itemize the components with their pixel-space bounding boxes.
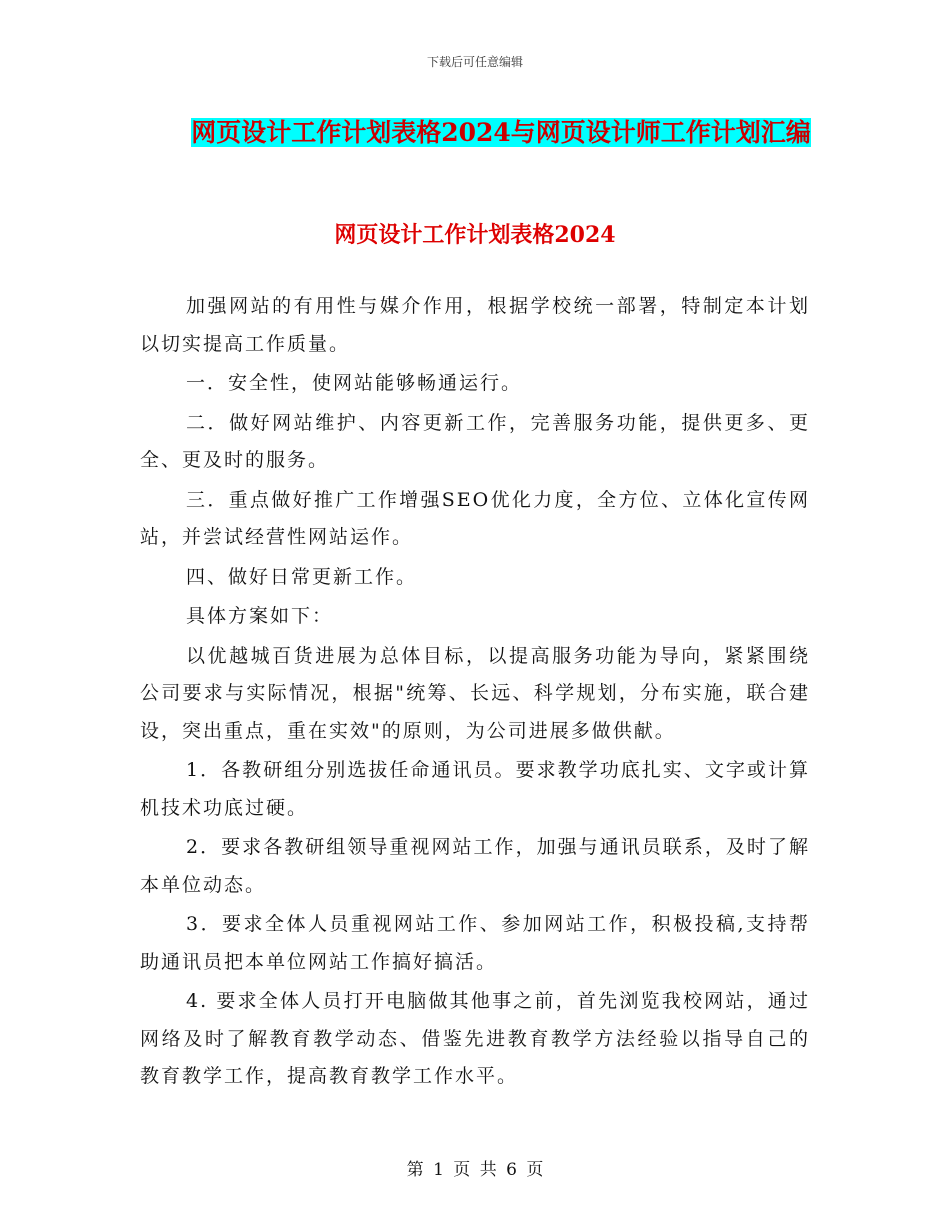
section-title: 网页设计工作计划表格2024 [334,222,616,248]
page-header-note: 下载后可任意编辑 [426,55,523,69]
document-title-text: 网页设计工作计划表格2024与网页设计师工作计划汇编 [191,118,811,147]
paragraph: 4. 要求全体人员打开电脑做其他事之前，首先浏览我校网站，通过网络及时了解教育教学动态、借鉴先进教育教学方法经验以指导自己的教育教学工作，提高教育教学工作水平。 [140,990,810,1087]
paragraph: 四、做好日常更新工作。 [186,565,418,588]
document-title [186,112,816,154]
paragraph: 二．做好网站维护、内容更新工作，完善服务功能，提供更多、更全、更及时的服务。 [140,411,810,471]
paragraph: 具体方案如下： [186,605,334,627]
paragraph: 加强网站的有用性与媒介作用，根据学校统一部署，特制定本计划以切实提高工作质量。 [140,295,810,355]
paragraph: 1．各教研组分别选拔任命通讯员。要求教学功底扎实、文字或计算机技术功底过硬。 [140,759,810,819]
paragraph: 一．安全性，使网站能够畅通运行。 [186,372,523,394]
paragraph: 三．重点做好推广工作增强SEO优化力度，全方位、立体化宣传网站，并尝试经营性网站运作。 [140,488,810,548]
paragraph: 2．要求各教研组领导重视网站工作，加强与通讯员联系，及时了解本单位动态。 [140,836,810,896]
paragraph: 以优越城百货进展为总体目标，以提高服务功能为导向，紧紧围绕公司要求与实际情况，根据"统筹、长远、科学规划，分布实施，联合建设，突出重点，重在实效"的原则，为公司进展多做供献。 [140,644,810,742]
page-footer-page-number: 第 1 页 共 6 页 [406,1160,544,1180]
document-body [140,288,810,1098]
paragraph: 3．要求全体人员重视网站工作、参加网站工作，积极投稿,支持帮助通讯员把本单位网站工作搞好搞活。 [140,913,810,973]
